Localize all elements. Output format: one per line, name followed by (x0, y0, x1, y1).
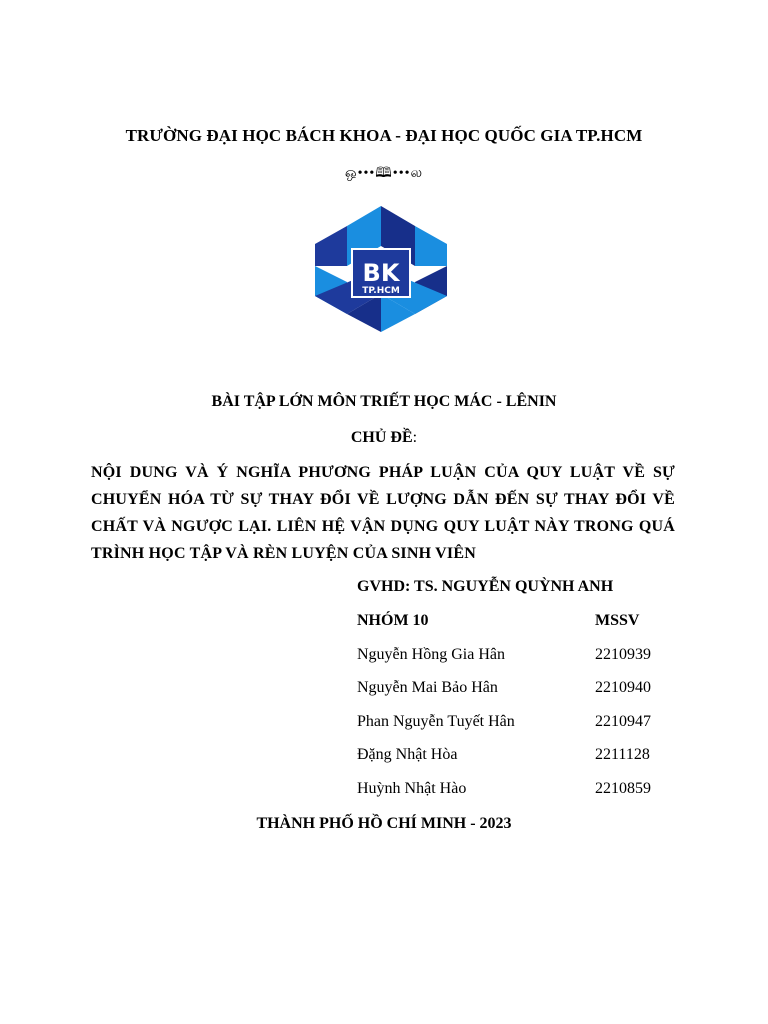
member-id: 2210939 (595, 645, 651, 663)
list-item (357, 746, 677, 780)
advisor: GVHD: TS. NGUYỄN QUỲNH ANH (357, 578, 614, 595)
course-title: BÀI TẬP LỚN MÔN TRIẾT HỌC MÁC - LÊNIN (211, 393, 557, 410)
bk-logo-icon (313, 204, 449, 334)
member-id: 2211128 (595, 746, 650, 764)
member-name: Huỳnh Nhật Hào (357, 779, 467, 797)
topic-content: NỘI DUNG VÀ Ý NGHĨA PHƯƠNG PHÁP LUẬN CỦA QUY LUẬT VỀ SỰ CHUYỂN HÓA TỪ SỰ THAY ĐỔI VỀ LƯỢNG DẪN ĐẾN SỰ THAY ĐỔI VỀ CHẤT VÀ NGƯỢC LẠI. LIÊN HỆ VẬN DỤNG QUY LUẬT NÀY TRONG QUÁ TRÌNH HỌC TẬP VÀ RÈN LUYỆN CỦA SINH VIÊN (91, 464, 675, 562)
list-item (357, 713, 677, 747)
member-name: Phan Nguyễn Tuyết Hân (357, 712, 515, 730)
university-name: TRƯỜNG ĐẠI HỌC BÁCH KHOA - ĐẠI HỌC QUỐC GIA TP.HCM (125, 126, 643, 145)
member-id: 2210859 (595, 779, 651, 797)
member-list (357, 612, 677, 814)
list-item (357, 780, 677, 814)
member-id: 2210940 (595, 679, 651, 697)
topic-label-text: CHỦ ĐỀ (350, 429, 413, 446)
member-list-header (357, 612, 677, 646)
group-name-header: NHÓM 10 (357, 612, 429, 629)
list-item (357, 679, 677, 713)
topic-label-colon: : (412, 429, 418, 446)
member-name: Đặng Nhật Hòa (357, 746, 458, 764)
ornament-divider: ஒ•••🕮•••ல (344, 166, 424, 181)
list-item (357, 646, 677, 680)
logo-city-text: TP.HCM (362, 286, 400, 296)
student-id-header: MSSV (595, 612, 640, 629)
member-name: Nguyễn Mai Bảo Hân (357, 679, 498, 697)
member-id: 2210947 (595, 712, 651, 730)
city-year: THÀNH PHỐ HỒ CHÍ MINH - 2023 (256, 815, 512, 832)
logo-bk-text: BK (362, 259, 400, 287)
member-name: Nguyễn Hồng Gia Hân (357, 645, 505, 663)
university-logo (313, 204, 449, 334)
topic-label (0, 429, 768, 447)
